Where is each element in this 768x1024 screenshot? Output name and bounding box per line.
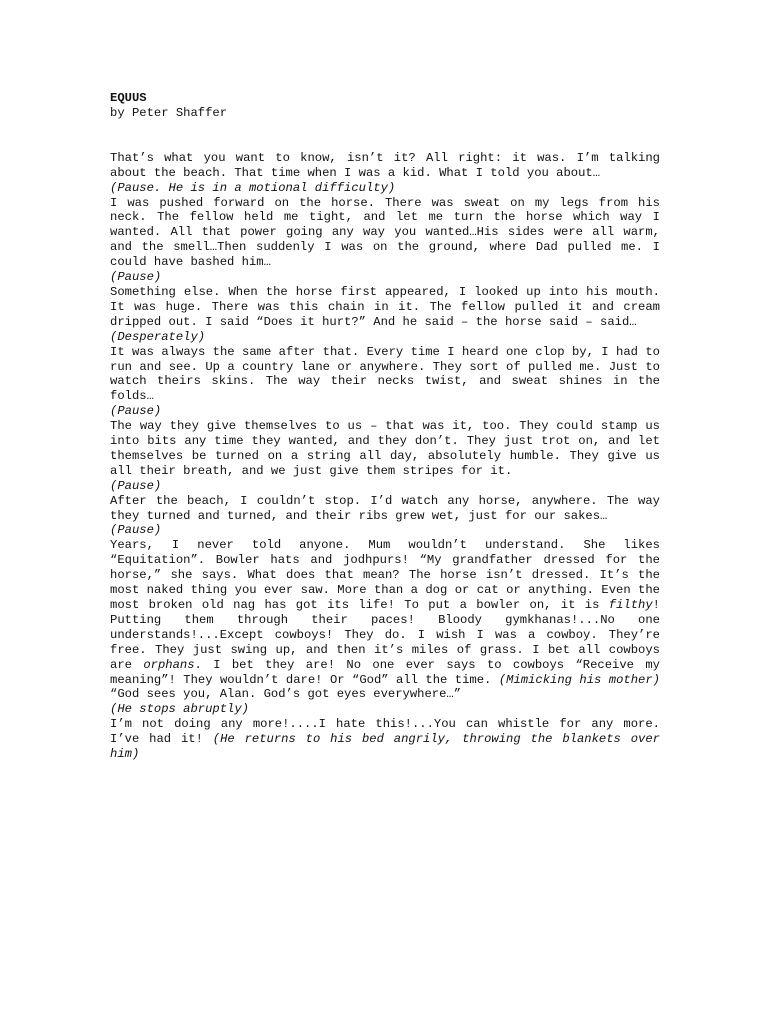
- stage-direction-2: (Pause): [110, 270, 162, 285]
- stage-direction-6: (Pause): [110, 523, 162, 538]
- speech-8-inline-direction: (He returns to his bed angrily, throwing the blankets over him): [110, 732, 660, 762]
- speech-7-text-g: “God sees you, Alan. God’s got eyes everywhere…”: [110, 687, 462, 702]
- speech-7-text-e: . I bet they are! No one ever says to cowboys “Receive my meaning”! They wouldn’t dare! Or “God” all the time.: [110, 657, 660, 687]
- stage-direction-4: (Pause): [110, 404, 162, 419]
- speech-3: Something else. When the horse first appeared, I looked up into his mouth. It was huge. There was this chain in it. The fellow pulled it and cream dripped out. I said “Does it hurt?” And he said – the horse said – said…: [110, 284, 660, 329]
- speech-4: It was always the same after that. Every time I heard one clop by, I had to run and see. Up a country lane or anywhere. They sort of pulled me. Just to watch theirs skins. The way their necks twist, and sweat shines in the folds…: [110, 344, 660, 404]
- play-title: EQUUS: [110, 91, 147, 105]
- speech-7-emphasis-orphans: orphans: [143, 657, 195, 672]
- speech-5: The way they give themselves to us – that was it, too. They could stamp us into bits any time they wanted, and they don’t. They just trot on, and let themselves be turned on a string all day, absolutely humble. They give us all their breath, and we just give them stripes for it.: [110, 419, 660, 478]
- stage-direction-3: (Desperately): [110, 329, 206, 344]
- stage-direction-5: (Pause): [110, 478, 162, 493]
- script-page: [110, 91, 660, 762]
- speech-7-text-a: Years, I never told anyone. Mum wouldn’t understand. She likes “Equitation”. Bowler hats and jodhpurs! “My grandfather dressed for the horse,” she says. What does that mean? The horse isn’t dressed. It’s the most naked thing you ever saw. More than a dog or cat or anything. Even the most broken old nag has got its life! To put a bowler on, it is: [110, 538, 660, 612]
- speech-7-inline-direction: (Mimicking his mother): [498, 672, 660, 687]
- play-author: by Peter Shaffer: [110, 105, 228, 120]
- speech-7-emphasis-filthy: filthy: [608, 598, 653, 612]
- speech-7-text-c: ! Putting them through their paces! Bloody gymkhanas!...No one understands!...Except cowboys! They do. I wish I was a cowboy. They’re free. They just swing up, and then it’s miles of grass. I bet all cowboys are: [110, 598, 660, 672]
- speech-2: I was pushed forward on the horse. There was sweat on my legs from his neck. The fellow held me tight, and let me turn the horse which way I wanted. All that power going any way you wanted…His sides were all warm, and the smell…Then suddenly I was on the ground, where Dad pulled me. I could have bashed him…: [110, 195, 660, 270]
- speech-8-text: I’m not doing any more!....I hate this!...You can whistle for any more. I’ve had it!: [110, 717, 660, 747]
- stage-direction-1: (Pause. He is in a motional difficulty): [110, 180, 396, 195]
- stage-direction-7: (He stops abruptly): [110, 702, 249, 717]
- speech-8: [110, 717, 660, 762]
- speech-6: After the beach, I couldn’t stop. I’d watch any horse, anywhere. The way they turned and turned, and their ribs grew wet, just for our sakes…: [110, 493, 660, 523]
- speech-7: [110, 538, 660, 702]
- speech-1: That’s what you want to know, isn’t it? All right: it was. I’m talking about the beach. That time when I was a kid. What I told you about…: [110, 150, 660, 180]
